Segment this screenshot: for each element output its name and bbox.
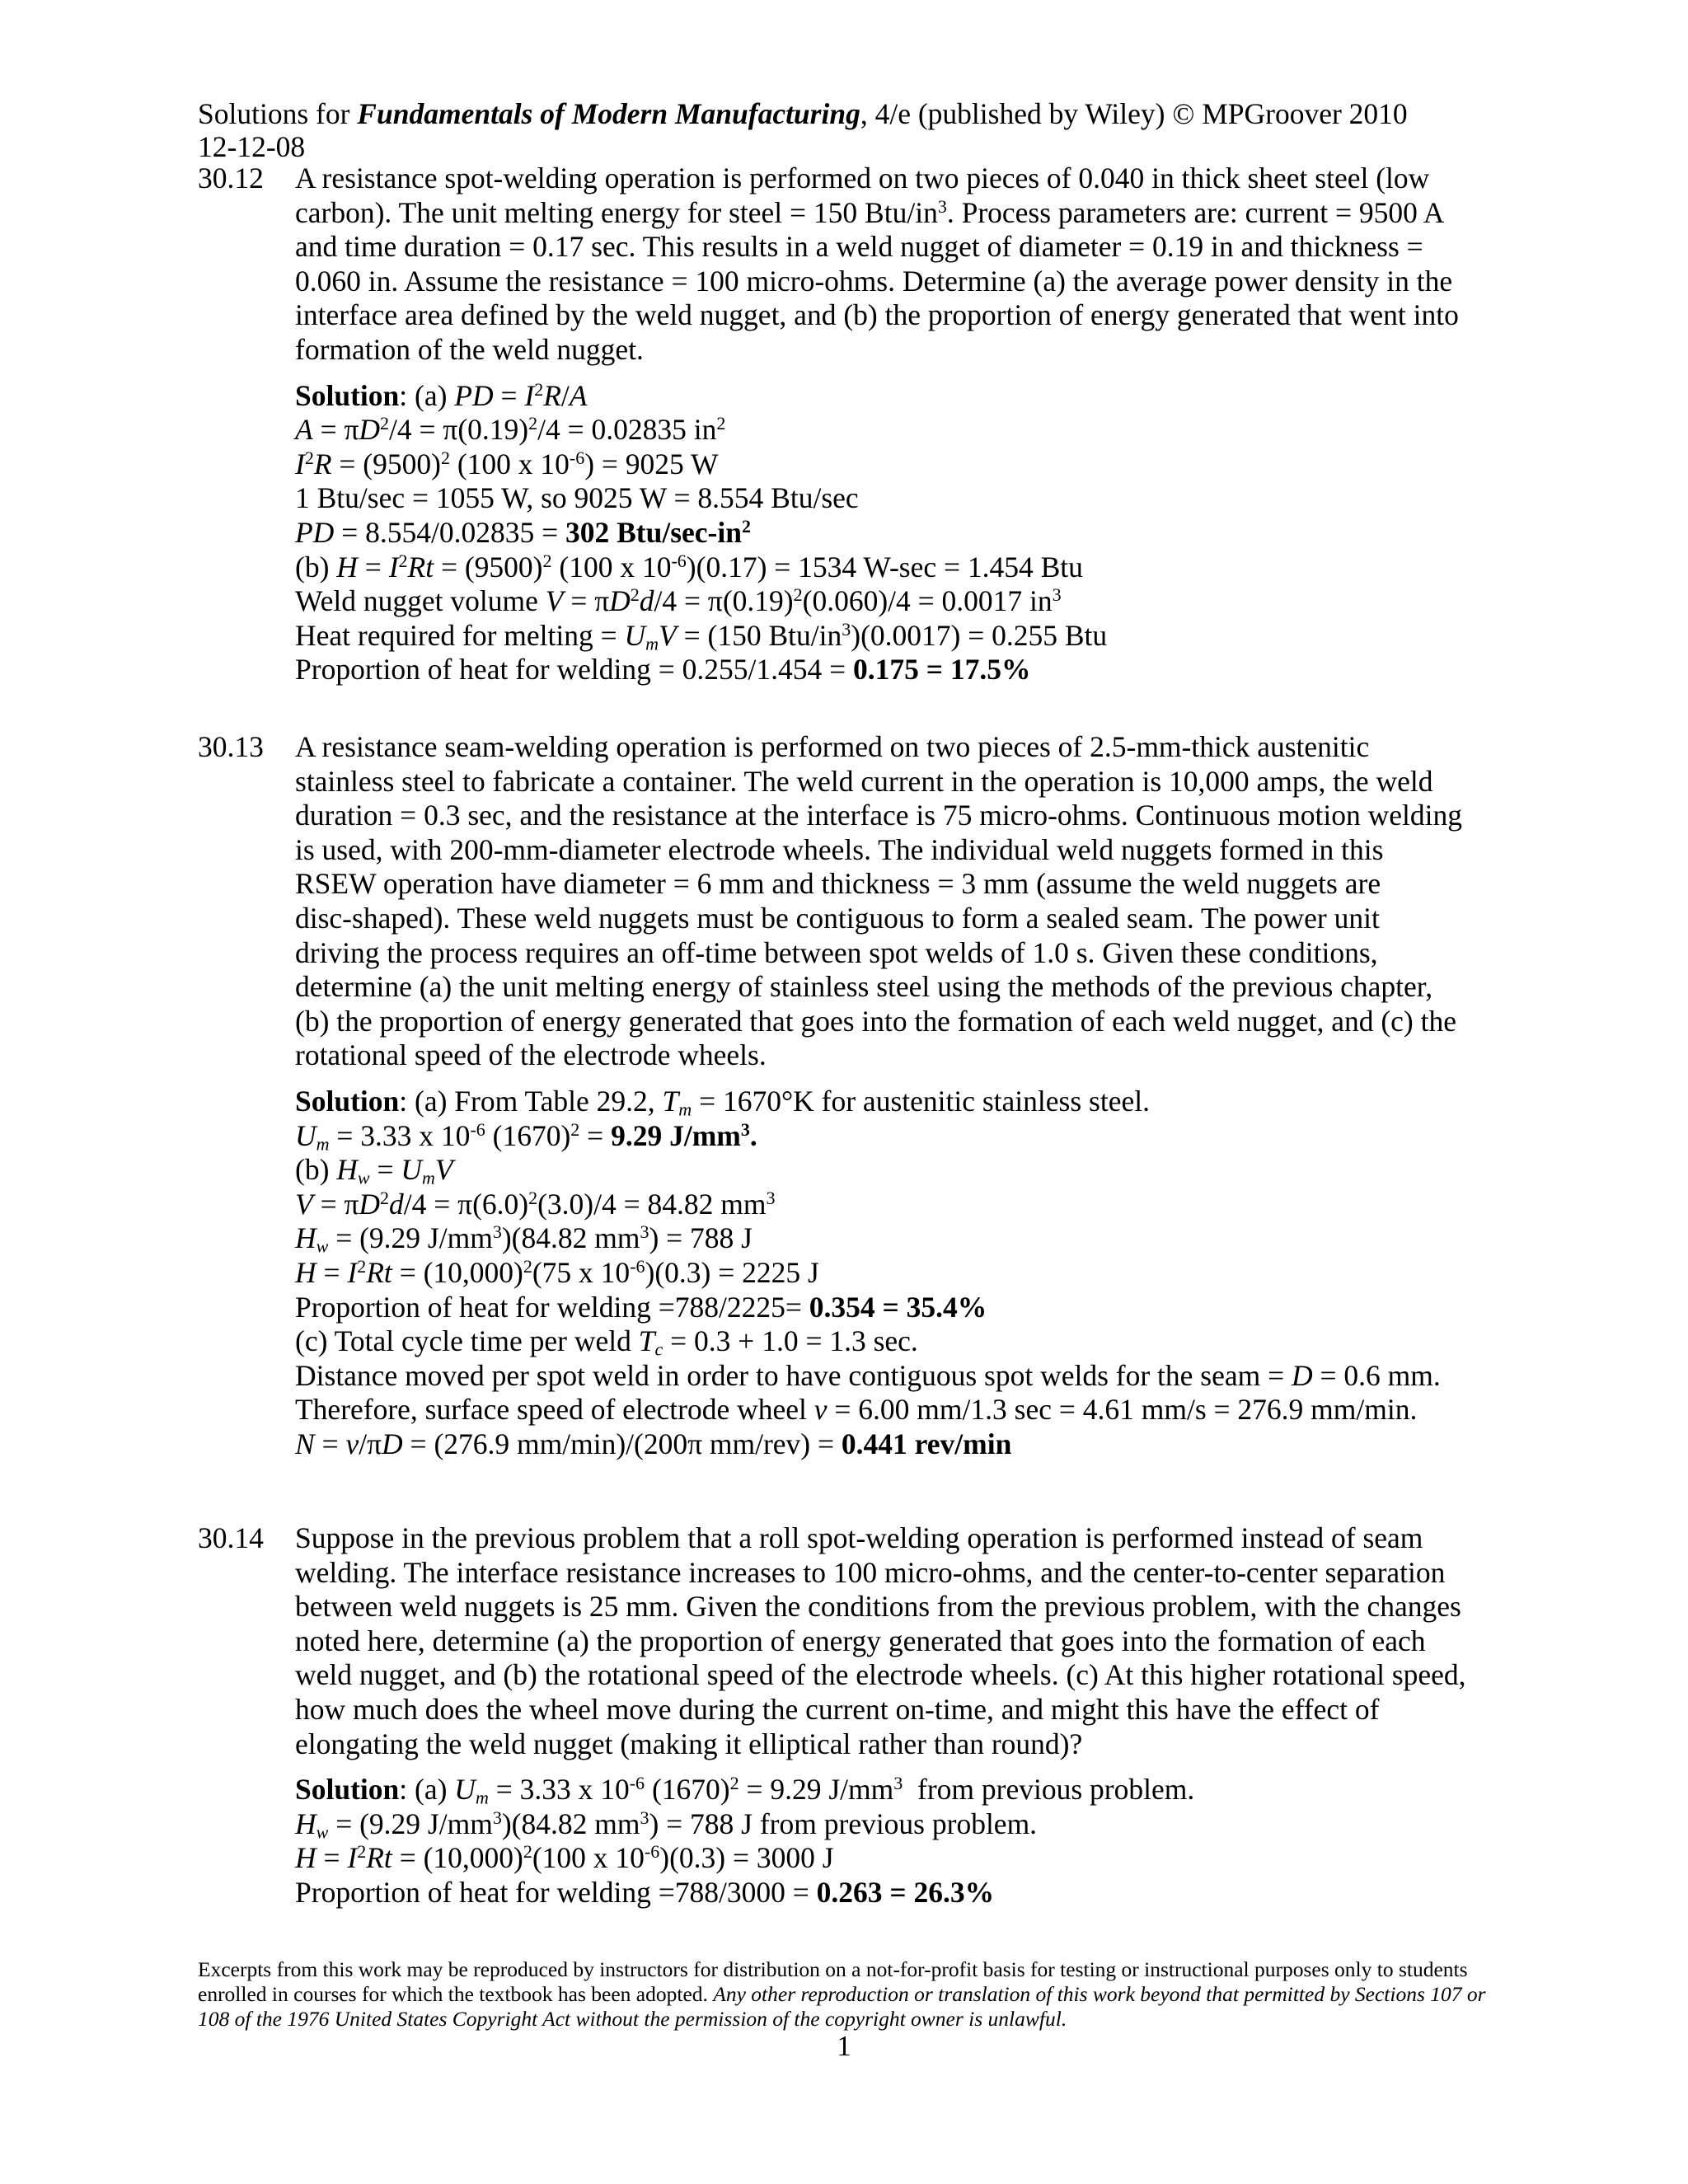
answer-proportion: 0.263 = 26.3% bbox=[816, 1875, 995, 1909]
header-line: Solutions for Fundamentals of Modern Manufacturing, 4/e (published by Wiley) © MPGroover 2010 bbox=[198, 97, 1408, 130]
page-number: 1 bbox=[837, 2030, 851, 2062]
conversion-line: 1 Btu/sec = 1055 W, so 9025 W = 8.554 Btu/sec bbox=[295, 481, 859, 515]
header-date: 12-12-08 bbox=[198, 130, 306, 163]
problem-number: 30.14 bbox=[198, 1521, 264, 1554]
problem-number: 30.12 bbox=[198, 162, 264, 194]
problem-30-12 bbox=[198, 162, 1517, 687]
answer-rotational-speed: 0.441 rev/min bbox=[841, 1427, 1012, 1460]
problem-statement: A resistance spot-welding operation is performed on two pieces of 0.040 in thick sheet steel (low carbon). The unit melting energy for steel = 150 Btu/$in^3$. Process parameters are: current = 9500 A and time duration = 0.17 sec. This results in a weld nugget of diameter = 0.19 in and thickness = 0.060 in. Assume the resistance = 100 micro-ohms. Determine (a) the average power density in the interface area defined by the weld nugget, and (b) the proportion of energy generated that went into formation of the weld nugget. bbox=[295, 162, 1459, 366]
answer-melting-energy: 9.29 $J/mm^3$. bbox=[611, 1118, 757, 1152]
solution-30-12: Solution: (a) PD = $I^2R/A$ $A = \pi D^2/4 = \pi(0.19)^2/4 = 0.02835$ $in^2$ $I^2R = (9500)^2$ (100 x $10^{-6}) = 9025$ W 1 Btu/sec = 1055 W, so 9025 W = 8.554 Btu/sec PD = 8.554/0.02835 = 302 Btu/$\sec-in^2$ (b) $H = I^2Rt = (9500)^2$ (100 x $10^{-6})(0.17) = 1534$ W-sec = 1.454 Btu Weld nugget volume $V = \pi D^2d/4 = \pi(0.19)^2(0.060)/4 = 0.0017$ $in^3$ Heat required for melting = $U_mV = (150$ Btu/$in^3)(0.0017) = 0.255$ Btu Proportion of heat for welding = 0.255/1.454 = 0.175 = 17.5% bbox=[295, 379, 1498, 687]
problem-statement: Suppose in the previous problem that a roll spot-welding operation is performed instead of seam welding. The interface resistance increases to 100 micro-ohms, and the center-to-center separation between weld nuggets is 25 mm. Given the conditions from the previous problem, with the changes noted here, determine (a) the proportion of energy generated that goes into the formation of each weld nugget, and (b) the rotational speed of the electrode wheels. (c) At this higher rotational speed, how much does the wheel move during the current on-time, and might this have the effect of elongating the weld nugget (making it elliptical rather than round)? bbox=[295, 1521, 1466, 1760]
book-title: Fundamentals of Modern Manufacturing bbox=[357, 97, 860, 130]
page-header bbox=[198, 97, 1533, 163]
problem-statement: A resistance seam-welding operation is performed on two pieces of 2.5-mm-thick austenitic stainless steel to fabricate a container. The weld current in the operation is 10,000 amps, the weld duration = 0.3 sec, and the resistance at the interface is 75 micro-ohms. Continuous motion welding is used, with 200-mm-diameter electrode wheels. The individual weld nuggets formed in this RSEW operation have diameter = 6 mm and thickness = 3 mm (assume the weld nuggets are disc-shaped). These weld nuggets must be contiguous to form a sealed seam. The power unit driving the process requires an off-time between spot welds of 1.0 s. Given these conditions, determine (a) the unit melting energy of stainless steel using the methods of the previous chapter, (b) the proportion of energy generated that goes into the formation of each weld nugget, and (c) the rotational speed of the electrode wheels. bbox=[295, 730, 1463, 1072]
solution-label: Solution bbox=[295, 378, 400, 412]
solution-30-14: Solution: (a) $U_m = 3.33$ x $10^{-6}$ $(1670)^2 = 9.29$ $J/mm^3$ from previous problem. $H_w = (9.29$ $J/mm^3)(84.82$ $mm^3) = 788$ J from previous problem. $H = I^2Rt = (10,000)^2(100$ x $10^{-6})(0.3) = 3000$ J Proportion of heat for welding =788/3000 = 0.263 = 26.3% bbox=[295, 1773, 1195, 1909]
problem-30-13 bbox=[198, 730, 1517, 1461]
answer-proportion: 0.175 = 17.5% bbox=[852, 653, 1031, 687]
problem-30-14 bbox=[198, 1521, 1517, 1910]
footer-notice: Excerpts from this work may be reproduced by instructors for distribution on a not-for-profit basis for testing or instructional purposes only to students enrolled in courses for which the textbook has been adopted. bbox=[198, 1957, 1468, 2006]
problem-number: 30.13 bbox=[198, 730, 264, 763]
answer-power-density: 302 Btu/$\sec-in^2$ bbox=[565, 515, 751, 549]
solution-30-13: Solution: (a) From Table 29.2, $T_m = 1670^\circ K$ for austenitic stainless steel. $U_m = 3.33$ x $10^{-6}$ $(1670)^2 = 9.29$ $J/mm^3$. (b) $H_w = U_mV$ $V = \pi D^2d/4 = \pi(6.0)^2(3.0)/4 = 84.82$ $mm^3$ $H_w = (9.29$ $J/mm^3)(84.82$ $mm^3) = 788$ J $H = I^2Rt = (10,000)^2(75$ x $10^{-6})(0.3) = 2225$ J Proportion of heat for welding =788/2225= 0.354 = 35.4% (c) Total cycle time per weld $T_c = 0.3 + 1.0 = 1.3$ sec. Distance moved per spot weld in order to have contiguous spot welds for the seam = D = 0.6 mm. Therefore, surface speed of electrode wheel v = 6.00 mm/1.3 sec = 4.61 mm/s = 276.9 mm/min. N = v/πD = (276.9 mm/min)/(200π mm/rev) = 0.441 rev/min bbox=[295, 1084, 1441, 1460]
footer-legal: Any other reproduction or translation of this work beyond that permitted by Sections 107 or 108 of the 1976 United States Copyright Act without the permission of the copyright owner is unlawful. bbox=[198, 1982, 1486, 2031]
answer-proportion: 0.354 = 35.4% bbox=[809, 1290, 987, 1324]
copyright-footer bbox=[198, 1957, 1500, 2032]
